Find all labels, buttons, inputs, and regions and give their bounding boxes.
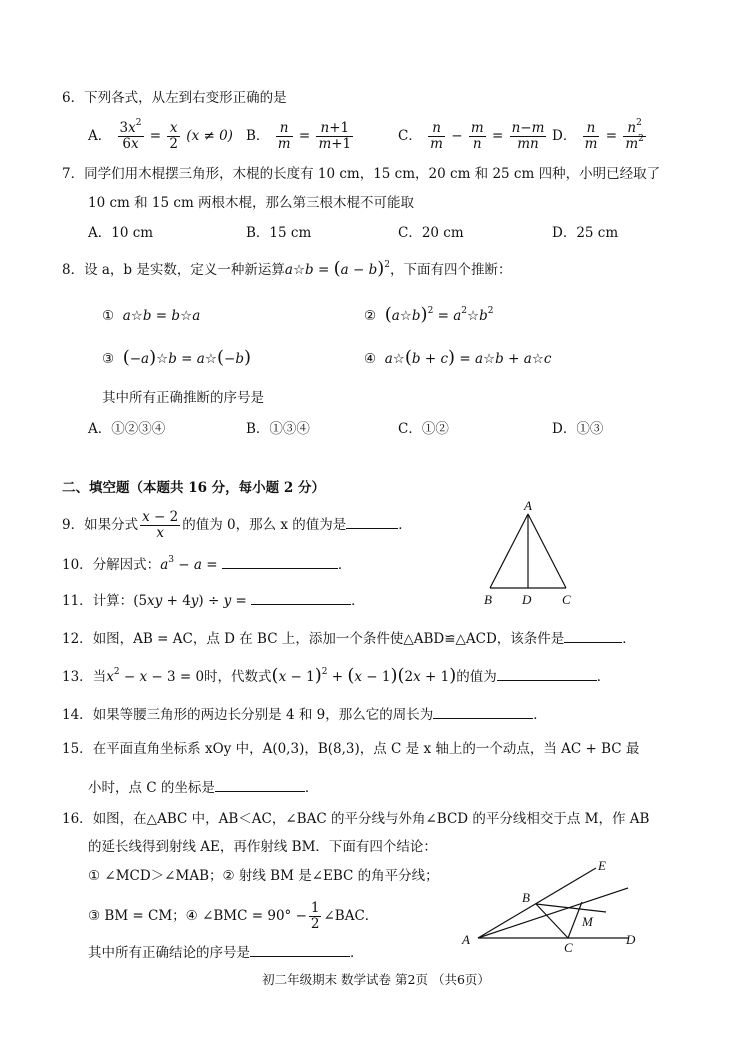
label-b: B: [522, 890, 530, 905]
page-footer: 初二年级期末 数学试卷 第2页 （共6页）: [262, 972, 490, 987]
q6-option-a: A． $\frac{3x^2}{6x}$ = $\frac{x}{2}$ (x ≠ 0): [88, 118, 233, 152]
q7-line1: 7．同学们用木棍摆三角形，木棍的长度有 10 cm，15 cm，20 cm 和 25 cm 四种，小明已经取了: [62, 166, 661, 182]
q14: 14．如果等腰三角形的两边长分别是 4 和 9，那么它的周长为 ．: [62, 704, 547, 725]
ray-ae: [478, 868, 596, 938]
label-b: B: [484, 592, 492, 607]
q6-option-b: B． $\frac{n}{m}$ = $\frac{n+1}{m+1}$: [246, 120, 352, 152]
q7-option-d: D．25 cm: [552, 225, 619, 241]
label-a: A: [524, 498, 532, 513]
label-a: A: [462, 932, 470, 947]
q8-item-2: ② (a☆b)$^2$ = $a^2☆b^2$: [364, 304, 494, 325]
q7-option-b: B．15 cm: [246, 225, 312, 241]
q16-line2: 的延长线得到射线 AE，再作射线 BM．下面有四个结论：: [88, 839, 437, 855]
triangle-figure-abc: [476, 496, 586, 610]
q12: 12．如图，AB = AC，点 D 在 BC 上，添加一个条件使△ABD≌△ACD，该条件是 ．: [62, 628, 636, 649]
label-d: D: [626, 932, 636, 947]
q7-line2: 10 cm 和 15 cm 两根木棍，那么第三根木棍不可能取: [88, 195, 415, 211]
section-2-title: 二、填空题（本题共 16 分，每小题 2 分）: [62, 480, 325, 496]
q16-line3: ① ∠MCD＞∠MAB；② 射线 BM 是∠EBC 的角平分线；: [88, 868, 439, 884]
q7-option-a: A．10 cm: [88, 225, 154, 241]
label-c: C: [564, 940, 573, 955]
bisector-figure: [456, 852, 666, 958]
bisector-am: [478, 888, 628, 938]
q8-item-4: ④ a☆(b + c) = a☆b + a☆c: [364, 347, 552, 368]
segment-ab: [490, 514, 528, 588]
q8-option-b: B．①③④: [246, 421, 310, 437]
q8-option-c: C．①②: [398, 421, 449, 437]
q8-conclusion: 其中所有正确推断的序号是: [102, 390, 264, 406]
q7-option-c: C．20 cm: [398, 225, 464, 241]
q16-line1: 16．如图，在△ABC 中，AB＜AC，∠BAC 的平分线与外角∠BCD 的平分线相交于点 M，作 AB: [62, 811, 650, 827]
q15-line2: 小时，点 C 的坐标是 ．: [88, 777, 318, 798]
ray-bm: [536, 904, 606, 912]
q16-conclusion: 其中所有正确结论的序号是 ．: [88, 942, 364, 963]
label-c: C: [562, 592, 571, 607]
q8-stem: 8．设 a，b 是实数，定义一种新运算a☆b = $(a - b)^2$，下面有四个推断：: [62, 258, 512, 279]
q8-item-1: ① a☆b = b☆a: [102, 308, 201, 324]
q9: 9．如果分式 $\frac{x - 2}{x}$ 的值为 0，那么 x 的值为是 ．: [62, 509, 412, 541]
q8-option-a: A．①②③④: [88, 421, 166, 437]
q8-option-d: D．①③: [552, 421, 604, 437]
q6-option-c: C． $\frac{n}{m}$ − $\frac{m}{n}$ = $\frac{n-m}{mn}$: [398, 120, 545, 152]
label-e: E: [598, 858, 606, 873]
q10: 10．分解因式：$a^3 - a$ = ．: [62, 555, 352, 573]
q16-line4: ③ BM = CM；④ ∠BMC = 90° − $\frac{1}{2}$ ∠BAC．: [88, 900, 379, 932]
q13: 13．当$x^2 - x - 3 = 0$时，代数式$(x - 1)^2 + (x - 1)(2x + 1)$的值为 ．: [62, 665, 611, 686]
q11: 11．计算：(5xy + 4y) ÷ y = ．: [62, 590, 365, 611]
segment-ac: [528, 514, 566, 588]
label-d: D: [522, 592, 532, 607]
q6-option-d: D． $\frac{n}{m}$ = $\frac{n^2}{m^2}$: [552, 118, 644, 152]
q15-line1: 15．在平面直角坐标系 xOy 中，A(0,3)，B(8,3)，点 C 是 x 轴上的一个动点，当 AC + BC 最: [62, 741, 640, 757]
q6-stem: 6．下列各式，从左到右变形正确的是: [62, 90, 287, 106]
label-m: M: [582, 914, 593, 929]
q8-item-3: ③ (−a)☆b = a☆(−b): [102, 347, 251, 368]
